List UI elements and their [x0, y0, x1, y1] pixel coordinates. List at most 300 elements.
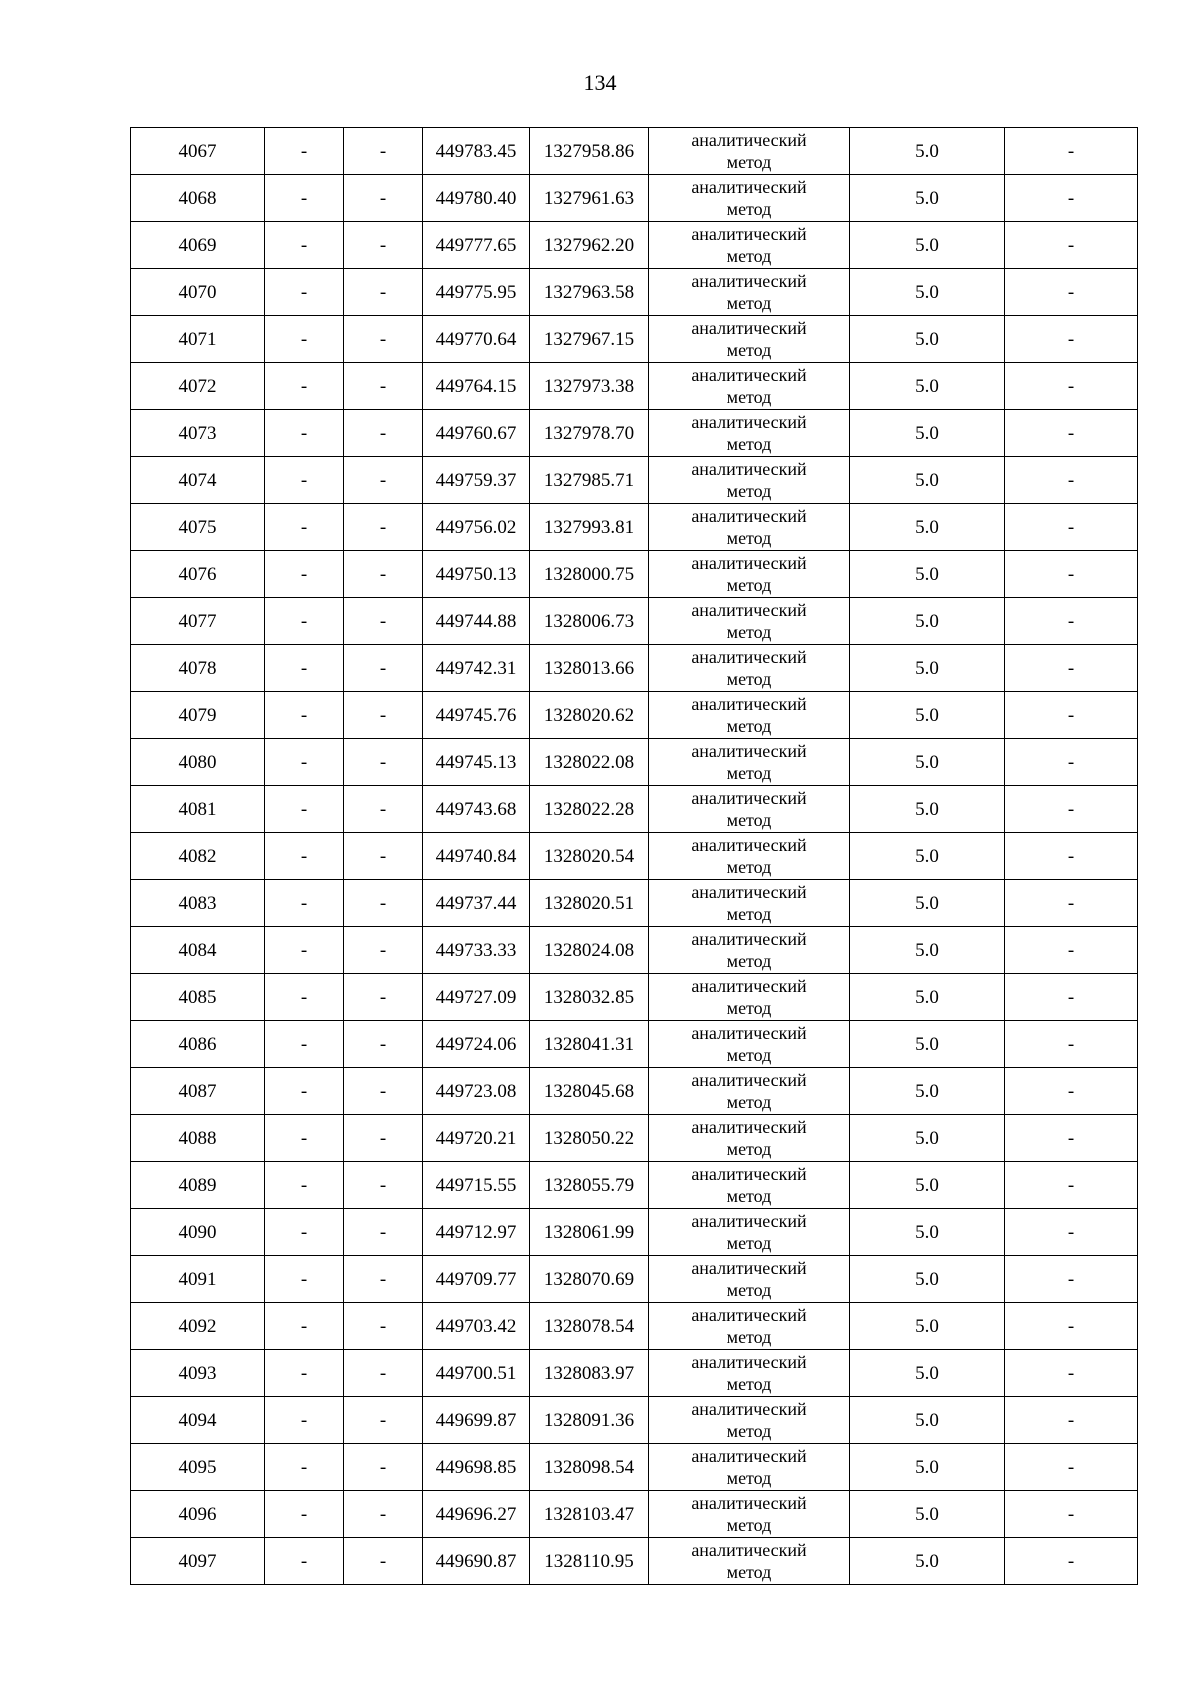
method-line-1: аналитический [691, 318, 807, 338]
dash-cell: - [1005, 410, 1138, 457]
y-coordinate-cell: 1328006.73 [530, 598, 649, 645]
dash-cell: - [265, 1115, 344, 1162]
dash-cell: - [1005, 504, 1138, 551]
method-line-1: аналитический [691, 741, 807, 761]
dash-cell: - [1005, 1256, 1138, 1303]
table-row [131, 645, 1138, 692]
y-coordinate-cell: 1328022.28 [530, 786, 649, 833]
dash-cell: - [344, 1444, 423, 1491]
method-cell [649, 175, 850, 222]
x-coordinate-cell: 449756.02 [423, 504, 530, 551]
x-coordinate-cell: 449743.68 [423, 786, 530, 833]
dash-cell: - [1005, 128, 1138, 175]
method-cell [649, 739, 850, 786]
method-line-2: метод [726, 387, 772, 407]
accuracy-cell: 5.0 [850, 1444, 1005, 1491]
point-number-cell: 4079 [131, 692, 265, 739]
dash-cell: - [1005, 1491, 1138, 1538]
x-coordinate-cell: 449783.45 [423, 128, 530, 175]
method-line-1: аналитический [691, 177, 807, 197]
dash-cell: - [265, 457, 344, 504]
accuracy-cell: 5.0 [850, 175, 1005, 222]
table-row [131, 1115, 1138, 1162]
method-cell [649, 316, 850, 363]
dash-cell: - [265, 1350, 344, 1397]
dash-cell: - [265, 316, 344, 363]
method-line-1: аналитический [691, 1399, 807, 1419]
method-cell [649, 1068, 850, 1115]
x-coordinate-cell: 449699.87 [423, 1397, 530, 1444]
dash-cell: - [1005, 551, 1138, 598]
method-line-2: метод [726, 1233, 772, 1253]
dash-cell: - [1005, 1021, 1138, 1068]
dash-cell: - [265, 1491, 344, 1538]
coordinates-table [130, 127, 1138, 1585]
dash-cell: - [344, 927, 423, 974]
table-row [131, 410, 1138, 457]
y-coordinate-cell: 1328091.36 [530, 1397, 649, 1444]
dash-cell: - [344, 1303, 423, 1350]
method-line-1: аналитический [691, 506, 807, 526]
point-number-cell: 4084 [131, 927, 265, 974]
method-line-1: аналитический [691, 1305, 807, 1325]
accuracy-cell: 5.0 [850, 457, 1005, 504]
dash-cell: - [344, 1209, 423, 1256]
accuracy-cell: 5.0 [850, 1068, 1005, 1115]
method-line-1: аналитический [691, 647, 807, 667]
dash-cell: - [265, 1538, 344, 1585]
dash-cell: - [344, 1256, 423, 1303]
accuracy-cell: 5.0 [850, 316, 1005, 363]
dash-cell: - [265, 363, 344, 410]
dash-cell: - [344, 269, 423, 316]
y-coordinate-cell: 1328013.66 [530, 645, 649, 692]
x-coordinate-cell: 449742.31 [423, 645, 530, 692]
table-row [131, 457, 1138, 504]
table-row [131, 880, 1138, 927]
point-number-cell: 4078 [131, 645, 265, 692]
method-line-1: аналитический [691, 1117, 807, 1137]
y-coordinate-cell: 1327962.20 [530, 222, 649, 269]
y-coordinate-cell: 1328022.08 [530, 739, 649, 786]
y-coordinate-cell: 1328078.54 [530, 1303, 649, 1350]
dash-cell: - [1005, 269, 1138, 316]
method-cell [649, 457, 850, 504]
method-line-1: аналитический [691, 788, 807, 808]
x-coordinate-cell: 449737.44 [423, 880, 530, 927]
accuracy-cell: 5.0 [850, 1303, 1005, 1350]
method-line-2: метод [726, 1186, 772, 1206]
page-number: 134 [583, 70, 617, 95]
method-cell [649, 1350, 850, 1397]
method-line-2: метод [726, 1045, 772, 1065]
method-line-1: аналитический [691, 1540, 807, 1560]
point-number-cell: 4072 [131, 363, 265, 410]
table-row [131, 316, 1138, 363]
table-row [131, 598, 1138, 645]
method-cell [649, 880, 850, 927]
method-line-2: метод [726, 340, 772, 360]
dash-cell: - [344, 645, 423, 692]
point-number-cell: 4077 [131, 598, 265, 645]
dash-cell: - [344, 1350, 423, 1397]
y-coordinate-cell: 1328098.54 [530, 1444, 649, 1491]
dash-cell: - [265, 1397, 344, 1444]
dash-cell: - [344, 222, 423, 269]
dash-cell: - [344, 833, 423, 880]
dash-cell: - [1005, 833, 1138, 880]
table-row [131, 927, 1138, 974]
x-coordinate-cell: 449764.15 [423, 363, 530, 410]
dash-cell: - [344, 363, 423, 410]
table-row [131, 1162, 1138, 1209]
dash-cell: - [344, 175, 423, 222]
method-line-1: аналитический [691, 1352, 807, 1372]
accuracy-cell: 5.0 [850, 128, 1005, 175]
method-cell [649, 974, 850, 1021]
x-coordinate-cell: 449780.40 [423, 175, 530, 222]
point-number-cell: 4096 [131, 1491, 265, 1538]
method-line-1: аналитический [691, 1164, 807, 1184]
y-coordinate-cell: 1328000.75 [530, 551, 649, 598]
method-line-1: аналитический [691, 412, 807, 432]
dash-cell: - [1005, 645, 1138, 692]
dash-cell: - [344, 786, 423, 833]
method-line-2: метод [726, 1280, 772, 1300]
dash-cell: - [265, 551, 344, 598]
accuracy-cell: 5.0 [850, 551, 1005, 598]
table-body [131, 128, 1138, 1585]
dash-cell: - [344, 1538, 423, 1585]
dash-cell: - [265, 504, 344, 551]
y-coordinate-cell: 1327958.86 [530, 128, 649, 175]
dash-cell: - [1005, 316, 1138, 363]
y-coordinate-cell: 1327961.63 [530, 175, 649, 222]
accuracy-cell: 5.0 [850, 645, 1005, 692]
point-number-cell: 4091 [131, 1256, 265, 1303]
accuracy-cell: 5.0 [850, 833, 1005, 880]
dash-cell: - [344, 1397, 423, 1444]
method-line-2: метод [726, 293, 772, 313]
dash-cell: - [265, 1256, 344, 1303]
method-cell [649, 363, 850, 410]
point-number-cell: 4083 [131, 880, 265, 927]
table-row [131, 222, 1138, 269]
y-coordinate-cell: 1327985.71 [530, 457, 649, 504]
y-coordinate-cell: 1328045.68 [530, 1068, 649, 1115]
dash-cell: - [265, 128, 344, 175]
table-row [131, 551, 1138, 598]
dash-cell: - [265, 1209, 344, 1256]
method-line-1: аналитический [691, 694, 807, 714]
table-row [131, 1491, 1138, 1538]
table-row [131, 786, 1138, 833]
method-cell [649, 128, 850, 175]
method-line-2: метод [726, 246, 772, 266]
method-cell [649, 1115, 850, 1162]
table-row [131, 363, 1138, 410]
method-line-2: метод [726, 528, 772, 548]
accuracy-cell: 5.0 [850, 927, 1005, 974]
x-coordinate-cell: 449775.95 [423, 269, 530, 316]
y-coordinate-cell: 1327993.81 [530, 504, 649, 551]
method-cell [649, 1303, 850, 1350]
method-line-2: метод [726, 434, 772, 454]
method-line-2: метод [726, 1562, 772, 1582]
dash-cell: - [265, 410, 344, 457]
method-line-1: аналитический [691, 1211, 807, 1231]
point-number-cell: 4093 [131, 1350, 265, 1397]
accuracy-cell: 5.0 [850, 269, 1005, 316]
dash-cell: - [265, 786, 344, 833]
method-line-2: метод [726, 152, 772, 172]
point-number-cell: 4073 [131, 410, 265, 457]
dash-cell: - [1005, 598, 1138, 645]
method-line-1: аналитический [691, 1023, 807, 1043]
dash-cell: - [344, 974, 423, 1021]
point-number-cell: 4071 [131, 316, 265, 363]
x-coordinate-cell: 449720.21 [423, 1115, 530, 1162]
dash-cell: - [265, 222, 344, 269]
method-cell [649, 504, 850, 551]
dash-cell: - [265, 739, 344, 786]
x-coordinate-cell: 449715.55 [423, 1162, 530, 1209]
dash-cell: - [344, 1491, 423, 1538]
y-coordinate-cell: 1328083.97 [530, 1350, 649, 1397]
y-coordinate-cell: 1328055.79 [530, 1162, 649, 1209]
dash-cell: - [265, 598, 344, 645]
x-coordinate-cell: 449712.97 [423, 1209, 530, 1256]
point-number-cell: 4089 [131, 1162, 265, 1209]
dash-cell: - [344, 1021, 423, 1068]
method-cell [649, 645, 850, 692]
y-coordinate-cell: 1327973.38 [530, 363, 649, 410]
method-cell [649, 1491, 850, 1538]
point-number-cell: 4094 [131, 1397, 265, 1444]
table-row [131, 1303, 1138, 1350]
method-line-2: метод [726, 1092, 772, 1112]
accuracy-cell: 5.0 [850, 222, 1005, 269]
accuracy-cell: 5.0 [850, 739, 1005, 786]
y-coordinate-cell: 1328061.99 [530, 1209, 649, 1256]
point-number-cell: 4080 [131, 739, 265, 786]
y-coordinate-cell: 1328020.51 [530, 880, 649, 927]
table-row [131, 692, 1138, 739]
x-coordinate-cell: 449777.65 [423, 222, 530, 269]
accuracy-cell: 5.0 [850, 1209, 1005, 1256]
method-line-2: метод [726, 622, 772, 642]
method-line-1: аналитический [691, 976, 807, 996]
x-coordinate-cell: 449727.09 [423, 974, 530, 1021]
method-cell [649, 1444, 850, 1491]
dash-cell: - [344, 1068, 423, 1115]
dash-cell: - [344, 1162, 423, 1209]
dash-cell: - [344, 504, 423, 551]
accuracy-cell: 5.0 [850, 692, 1005, 739]
method-cell [649, 927, 850, 974]
dash-cell: - [265, 1444, 344, 1491]
accuracy-cell: 5.0 [850, 363, 1005, 410]
method-line-1: аналитический [691, 1446, 807, 1466]
y-coordinate-cell: 1328050.22 [530, 1115, 649, 1162]
accuracy-cell: 5.0 [850, 974, 1005, 1021]
method-line-1: аналитический [691, 1493, 807, 1513]
method-cell [649, 692, 850, 739]
accuracy-cell: 5.0 [850, 1115, 1005, 1162]
y-coordinate-cell: 1328020.54 [530, 833, 649, 880]
method-line-1: аналитический [691, 1070, 807, 1090]
x-coordinate-cell: 449698.85 [423, 1444, 530, 1491]
accuracy-cell: 5.0 [850, 1397, 1005, 1444]
dash-cell: - [1005, 1397, 1138, 1444]
table-row [131, 1444, 1138, 1491]
method-cell [649, 1162, 850, 1209]
point-number-cell: 4090 [131, 1209, 265, 1256]
method-line-2: метод [726, 951, 772, 971]
table-row [131, 1538, 1138, 1585]
y-coordinate-cell: 1328070.69 [530, 1256, 649, 1303]
point-number-cell: 4095 [131, 1444, 265, 1491]
dash-cell: - [344, 128, 423, 175]
method-line-2: метод [726, 998, 772, 1018]
method-cell [649, 598, 850, 645]
accuracy-cell: 5.0 [850, 1491, 1005, 1538]
method-line-2: метод [726, 199, 772, 219]
y-coordinate-cell: 1328110.95 [530, 1538, 649, 1585]
method-line-2: метод [726, 716, 772, 736]
x-coordinate-cell: 449700.51 [423, 1350, 530, 1397]
dash-cell: - [265, 692, 344, 739]
method-line-1: аналитический [691, 553, 807, 573]
x-coordinate-cell: 449740.84 [423, 833, 530, 880]
dash-cell: - [1005, 1115, 1138, 1162]
dash-cell: - [265, 927, 344, 974]
method-line-2: метод [726, 669, 772, 689]
method-cell [649, 1209, 850, 1256]
dash-cell: - [344, 457, 423, 504]
method-line-1: аналитический [691, 835, 807, 855]
dash-cell: - [1005, 880, 1138, 927]
table-row [131, 504, 1138, 551]
dash-cell: - [1005, 1162, 1138, 1209]
dash-cell: - [265, 1021, 344, 1068]
accuracy-cell: 5.0 [850, 880, 1005, 927]
method-line-2: метод [726, 904, 772, 924]
method-line-2: метод [726, 1139, 772, 1159]
x-coordinate-cell: 449745.13 [423, 739, 530, 786]
x-coordinate-cell: 449770.64 [423, 316, 530, 363]
method-cell [649, 1021, 850, 1068]
dash-cell: - [344, 410, 423, 457]
method-line-2: метод [726, 1515, 772, 1535]
dash-cell: - [1005, 1209, 1138, 1256]
point-number-cell: 4086 [131, 1021, 265, 1068]
accuracy-cell: 5.0 [850, 504, 1005, 551]
dash-cell: - [265, 175, 344, 222]
point-number-cell: 4067 [131, 128, 265, 175]
accuracy-cell: 5.0 [850, 1162, 1005, 1209]
table-row [131, 1068, 1138, 1115]
point-number-cell: 4081 [131, 786, 265, 833]
dash-cell: - [344, 880, 423, 927]
dash-cell: - [1005, 1068, 1138, 1115]
x-coordinate-cell: 449724.06 [423, 1021, 530, 1068]
table-row [131, 175, 1138, 222]
x-coordinate-cell: 449745.76 [423, 692, 530, 739]
method-line-2: метод [726, 481, 772, 501]
method-cell [649, 833, 850, 880]
dash-cell: - [1005, 1444, 1138, 1491]
dash-cell: - [344, 316, 423, 363]
dash-cell: - [344, 739, 423, 786]
dash-cell: - [265, 974, 344, 1021]
y-coordinate-cell: 1328020.62 [530, 692, 649, 739]
method-cell [649, 551, 850, 598]
method-cell [649, 222, 850, 269]
dash-cell: - [1005, 363, 1138, 410]
point-number-cell: 4082 [131, 833, 265, 880]
method-line-2: метод [726, 1327, 772, 1347]
y-coordinate-cell: 1327967.15 [530, 316, 649, 363]
dash-cell: - [344, 551, 423, 598]
table-row [131, 128, 1138, 175]
dash-cell: - [1005, 1303, 1138, 1350]
point-number-cell: 4087 [131, 1068, 265, 1115]
method-cell [649, 1397, 850, 1444]
method-line-2: метод [726, 857, 772, 877]
dash-cell: - [1005, 457, 1138, 504]
y-coordinate-cell: 1328103.47 [530, 1491, 649, 1538]
method-line-1: аналитический [691, 365, 807, 385]
accuracy-cell: 5.0 [850, 786, 1005, 833]
x-coordinate-cell: 449744.88 [423, 598, 530, 645]
table-row [131, 1256, 1138, 1303]
dash-cell: - [265, 1303, 344, 1350]
dash-cell: - [1005, 1350, 1138, 1397]
y-coordinate-cell: 1327978.70 [530, 410, 649, 457]
table-row [131, 739, 1138, 786]
y-coordinate-cell: 1327963.58 [530, 269, 649, 316]
y-coordinate-cell: 1328032.85 [530, 974, 649, 1021]
point-number-cell: 4075 [131, 504, 265, 551]
accuracy-cell: 5.0 [850, 1350, 1005, 1397]
method-cell [649, 786, 850, 833]
point-number-cell: 4068 [131, 175, 265, 222]
x-coordinate-cell: 449733.33 [423, 927, 530, 974]
point-number-cell: 4092 [131, 1303, 265, 1350]
method-cell [649, 269, 850, 316]
point-number-cell: 4070 [131, 269, 265, 316]
method-line-1: аналитический [691, 882, 807, 902]
method-cell [649, 1256, 850, 1303]
method-cell [649, 1538, 850, 1585]
point-number-cell: 4069 [131, 222, 265, 269]
dash-cell: - [1005, 692, 1138, 739]
table-row [131, 1021, 1138, 1068]
accuracy-cell: 5.0 [850, 1021, 1005, 1068]
dash-cell: - [1005, 927, 1138, 974]
dash-cell: - [344, 598, 423, 645]
method-line-2: метод [726, 1468, 772, 1488]
point-number-cell: 4088 [131, 1115, 265, 1162]
y-coordinate-cell: 1328024.08 [530, 927, 649, 974]
accuracy-cell: 5.0 [850, 1256, 1005, 1303]
dash-cell: - [265, 645, 344, 692]
method-line-1: аналитический [691, 130, 807, 150]
method-line-1: аналитический [691, 459, 807, 479]
point-number-cell: 4097 [131, 1538, 265, 1585]
method-line-1: аналитический [691, 1258, 807, 1278]
